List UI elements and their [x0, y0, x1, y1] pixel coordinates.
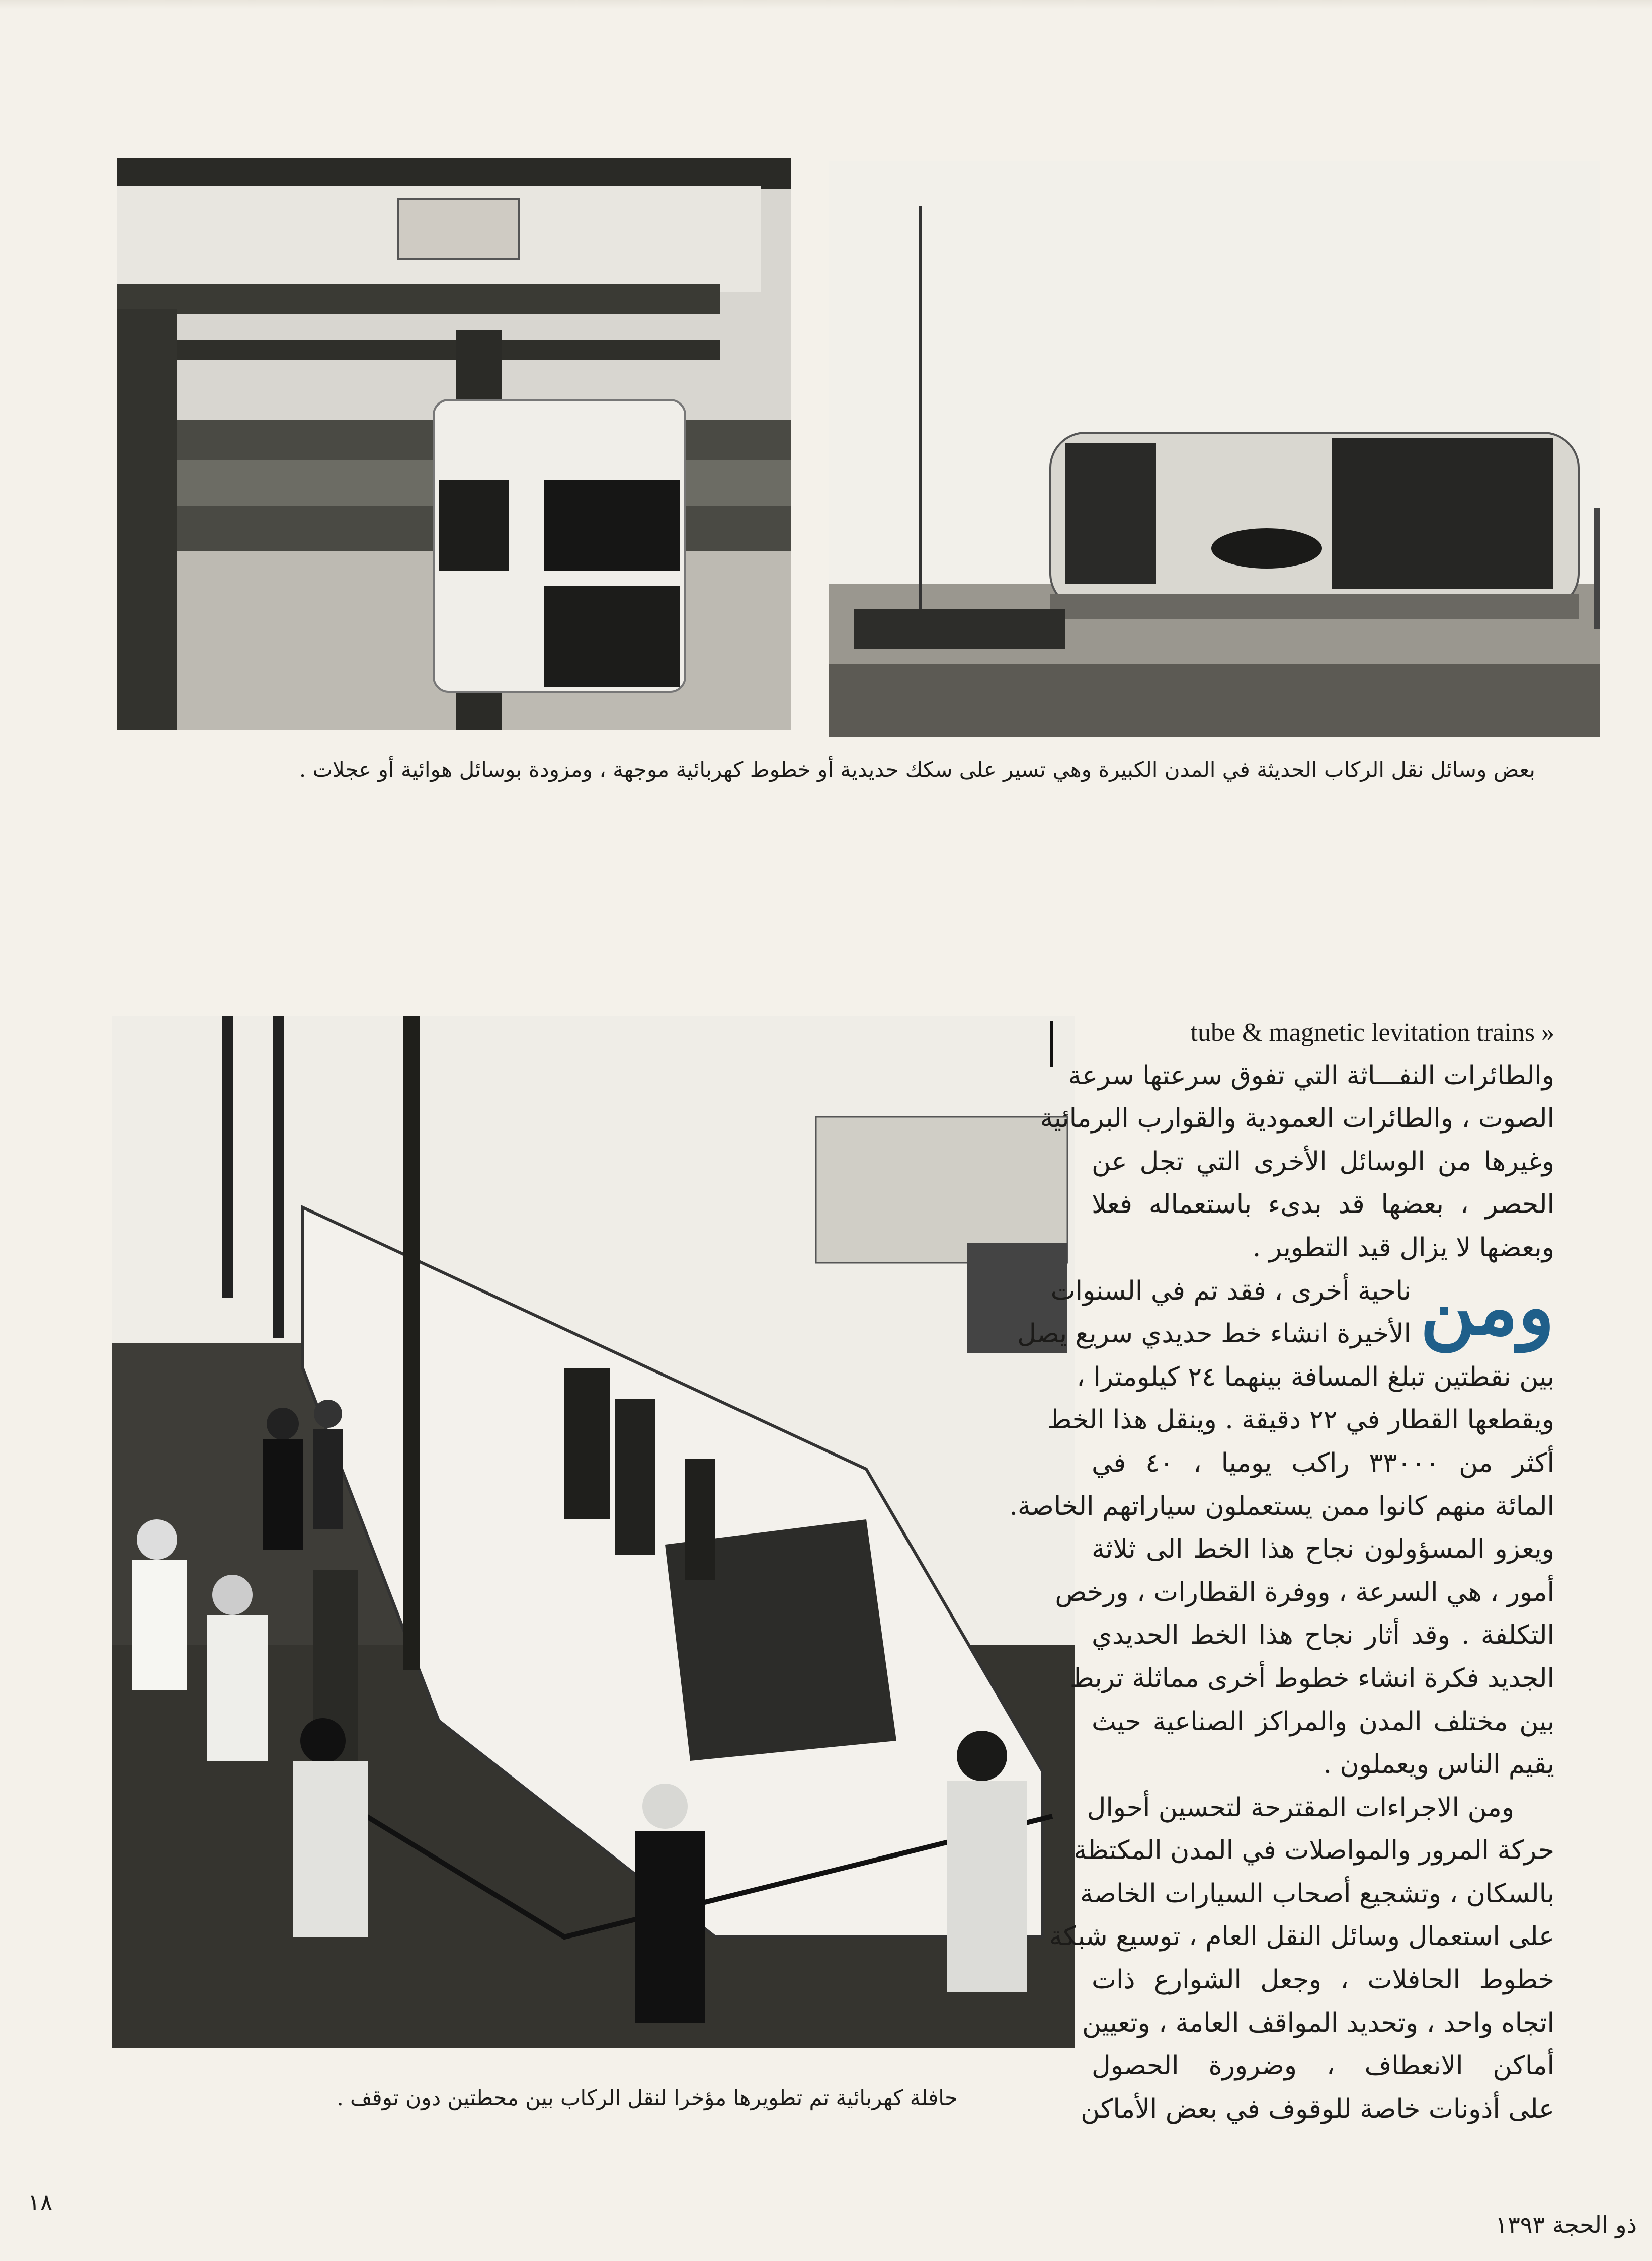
text-line: التكلفة . وقد أثار نجاح هذا الخط الحديدي — [1092, 1620, 1554, 1651]
bottom-photo-caption: حافلة كهربائية تم تطويرها مؤخرا لنقل الركاب بين محطتين دون توقف . — [337, 2085, 958, 2110]
text-line: ومن الاجراءات المقترحة لتحسين أحوال — [1087, 1792, 1514, 1823]
text-line: الصوت ، والطائرات العمودية والقوارب البرمائية — [1040, 1103, 1554, 1134]
text-line: اتجاه واحد ، وتحديد المواقف العامة ، وتعيين — [1082, 2007, 1554, 2038]
page-top-edge — [0, 0, 1652, 9]
text-line: الأخيرة انشاء خط حديدي سريع يصل — [1017, 1319, 1412, 1349]
top-photo-caption: بعض وسائل نقل الركاب الحديثة في المدن الكبيرة وهي تسير على سكك حديدية أو خطوط كهربائية موجهة ، ومزودة بوسائل هوائية أو عجلات . — [299, 757, 1535, 782]
text-line: يقيم الناس ويعملون . — [1323, 1749, 1554, 1780]
article-paragraph-3 — [1049, 1787, 1554, 2131]
text-line: ناحية أخرى ، فقد تم في السنوات — [1050, 1275, 1412, 1306]
article-paragraph-1 — [1040, 1055, 1554, 1270]
drop-cap: ومن — [1420, 1263, 1554, 1352]
text-line: خطوط الحافلات ، وجعل الشوارع ذات — [1092, 1965, 1554, 1995]
text-line: بين نقطتين تبلغ المسافة بينهما ٢٤ كيلومترا ، — [1077, 1361, 1554, 1392]
text-line: ويعزو المسؤولون نجاح هذا الخط الى ثلاثة — [1092, 1534, 1554, 1565]
text-line: بين مختلف المدن والمراكز الصناعية حيث — [1092, 1706, 1554, 1737]
text-line: حركة المرور والمواصلات في المدن المكتظة — [1073, 1835, 1554, 1866]
text-line: على استعمال وسائل النقل العام ، توسيع شبكة — [1049, 1921, 1554, 1952]
text-line: أكثر من ٣٣٠٠٠ راكب يوميا ، ٤٠ في — [1092, 1447, 1554, 1478]
text-line: والطائرات النفـــاثة التي تفوق سرعتها سرعة — [1068, 1060, 1554, 1091]
text-line: الجديد فكرة انشاء خطوط أخرى مماثلة تربط — [1069, 1663, 1554, 1693]
column-rule — [1050, 1021, 1053, 1067]
text-line: الحصر ، بعضها قد بدىء باستعماله فعلا — [1092, 1189, 1554, 1220]
text-line: المائة منهم كانوا ممن يستعملون سياراتهم الخاصة. — [1009, 1491, 1554, 1521]
guided-rail-car-photo — [829, 161, 1600, 737]
text-line: وغيرها من الوسائل الأخرى التي تجل عن — [1092, 1146, 1554, 1177]
text-line: وبعضها لا يزال قيد التطوير . — [1252, 1232, 1554, 1263]
article-paragraph-2 — [1009, 1263, 1554, 1787]
electric-bus-station-photo — [112, 1016, 1075, 2048]
suspended-monorail-photo — [117, 158, 791, 730]
issue-date: ذو الحجة ١٣٩٣ — [1495, 2211, 1637, 2238]
article-english-term: tube & magnetic levitation trains » — [1190, 1018, 1554, 1047]
text-line: أمور ، هي السرعة ، ووفرة القطارات ، ورخص — [1055, 1577, 1554, 1607]
text-line: أماكن الانعطاف ، وضرورة الحصول — [1092, 2051, 1554, 2081]
text-line: بالسكان ، وتشجيع أصحاب السيارات الخاصة — [1080, 1878, 1554, 1909]
text-line: على أذونات خاصة للوقوف في بعض الأماكن — [1081, 2093, 1554, 2124]
article-body — [1009, 1011, 1554, 2131]
text-line: ويقطعها القطار في ٢٢ دقيقة . وينقل هذا الخط — [1047, 1405, 1554, 1435]
page-number: ١٨ — [28, 2189, 53, 2216]
